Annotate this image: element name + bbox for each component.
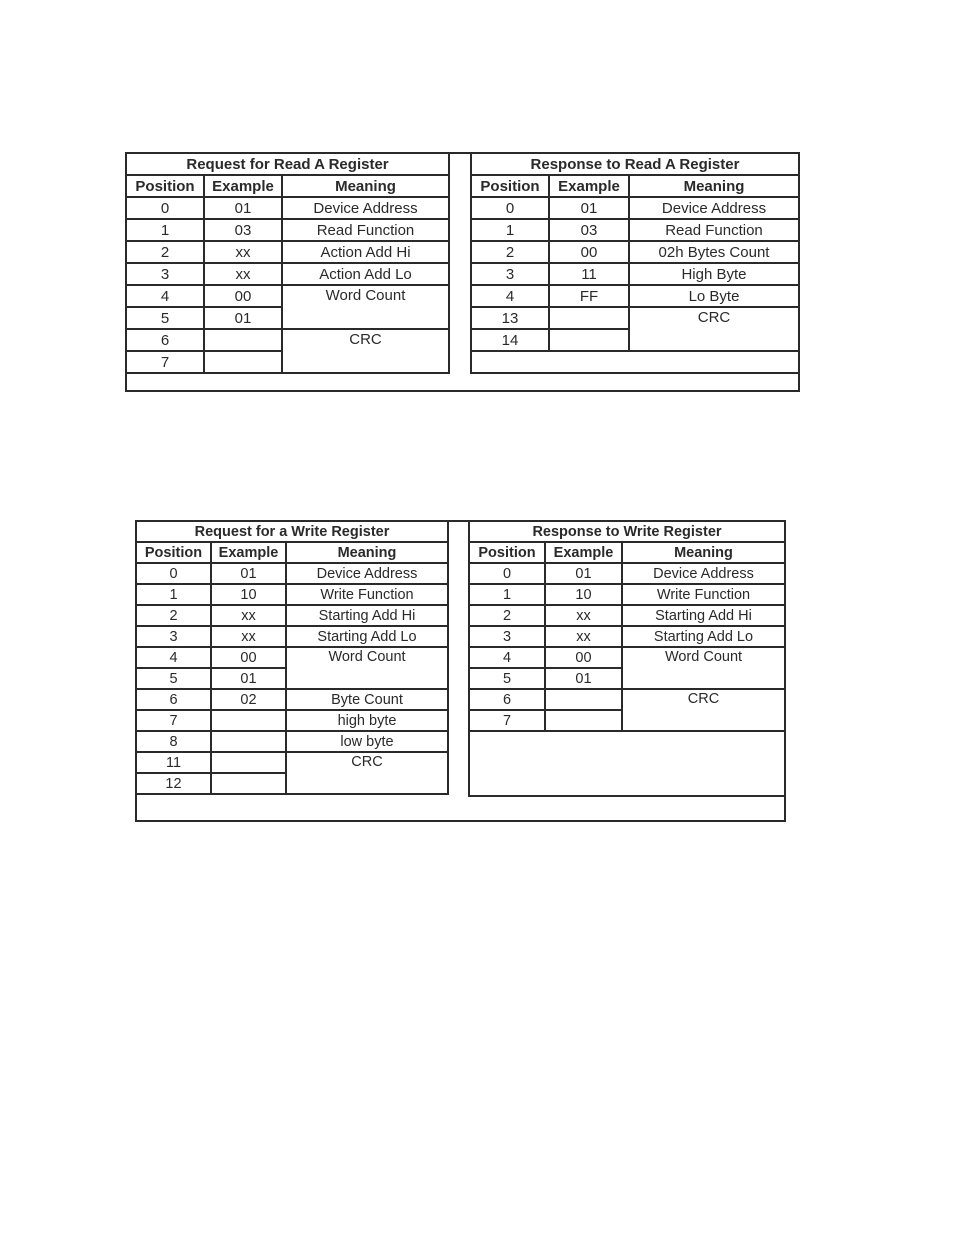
position-cell: 3 bbox=[469, 626, 545, 647]
column-header: Example bbox=[549, 175, 629, 197]
example-cell: 10 bbox=[545, 584, 622, 605]
meaning-cell: CRC bbox=[282, 329, 449, 373]
example-cell bbox=[549, 329, 629, 351]
meaning-cell: CRC bbox=[629, 307, 799, 351]
table-title: Request for Read A Register bbox=[126, 153, 449, 175]
column-header: Meaning bbox=[282, 175, 449, 197]
position-cell: 0 bbox=[471, 197, 549, 219]
table-row bbox=[469, 605, 785, 626]
table-row bbox=[136, 605, 448, 626]
example-cell: 00 bbox=[549, 241, 629, 263]
write-response-table bbox=[468, 520, 786, 797]
meaning-cell: high byte bbox=[286, 710, 448, 731]
position-cell: 6 bbox=[126, 329, 204, 351]
meaning-cell: Starting Add Lo bbox=[622, 626, 785, 647]
table-row bbox=[471, 285, 799, 307]
read-request-table bbox=[125, 152, 450, 374]
meaning-cell: Byte Count bbox=[286, 689, 448, 710]
example-cell: xx bbox=[211, 626, 286, 647]
column-header: Position bbox=[136, 542, 211, 563]
position-cell: 5 bbox=[126, 307, 204, 329]
meaning-cell: High Byte bbox=[629, 263, 799, 285]
example-cell bbox=[211, 710, 286, 731]
column-header: Meaning bbox=[286, 542, 448, 563]
example-cell: 01 bbox=[545, 563, 622, 584]
meaning-cell: Device Address bbox=[622, 563, 785, 584]
example-cell: 01 bbox=[211, 668, 286, 689]
table-row bbox=[126, 263, 449, 285]
meaning-cell: Word Count bbox=[282, 285, 449, 329]
meaning-cell: CRC bbox=[286, 752, 448, 794]
meaning-cell: 02h Bytes Count bbox=[629, 241, 799, 263]
position-cell: 2 bbox=[136, 605, 211, 626]
table-row bbox=[136, 584, 448, 605]
position-cell: 4 bbox=[136, 647, 211, 668]
example-cell: 03 bbox=[549, 219, 629, 241]
meaning-cell: CRC bbox=[622, 689, 785, 731]
table-row bbox=[469, 626, 785, 647]
meaning-cell: Lo Byte bbox=[629, 285, 799, 307]
table-row bbox=[136, 689, 448, 710]
position-cell: 2 bbox=[471, 241, 549, 263]
example-cell: 00 bbox=[545, 647, 622, 668]
position-cell: 5 bbox=[136, 668, 211, 689]
meaning-cell: Read Function bbox=[629, 219, 799, 241]
empty-row bbox=[469, 731, 785, 796]
position-cell: 2 bbox=[126, 241, 204, 263]
example-cell: 00 bbox=[211, 647, 286, 668]
example-cell bbox=[211, 773, 286, 794]
table-row bbox=[126, 219, 449, 241]
table-row bbox=[471, 263, 799, 285]
position-cell: 3 bbox=[471, 263, 549, 285]
table-row bbox=[136, 563, 448, 584]
example-cell: 01 bbox=[204, 307, 282, 329]
meaning-cell: Write Function bbox=[286, 584, 448, 605]
table-row bbox=[136, 647, 448, 668]
table-title: Response to Write Register bbox=[469, 521, 785, 542]
position-cell: 3 bbox=[136, 626, 211, 647]
table-row bbox=[471, 307, 799, 329]
table-row bbox=[471, 241, 799, 263]
meaning-cell: Action Add Lo bbox=[282, 263, 449, 285]
example-cell: xx bbox=[204, 263, 282, 285]
column-header: Meaning bbox=[622, 542, 785, 563]
example-cell: 10 bbox=[211, 584, 286, 605]
meaning-cell: Word Count bbox=[622, 647, 785, 689]
example-cell: 01 bbox=[211, 563, 286, 584]
position-cell: 6 bbox=[136, 689, 211, 710]
read-response-table bbox=[470, 152, 800, 374]
position-cell: 11 bbox=[136, 752, 211, 773]
example-cell bbox=[545, 689, 622, 710]
table-row bbox=[126, 197, 449, 219]
example-cell: FF bbox=[549, 285, 629, 307]
table-row bbox=[469, 584, 785, 605]
example-cell bbox=[545, 710, 622, 731]
table-row bbox=[471, 219, 799, 241]
position-cell: 5 bbox=[469, 668, 545, 689]
example-cell: 01 bbox=[549, 197, 629, 219]
table-row bbox=[471, 197, 799, 219]
position-cell: 13 bbox=[471, 307, 549, 329]
meaning-cell: Write Function bbox=[622, 584, 785, 605]
example-cell: 11 bbox=[549, 263, 629, 285]
position-cell: 1 bbox=[471, 219, 549, 241]
column-header: Position bbox=[469, 542, 545, 563]
meaning-cell: Device Address bbox=[629, 197, 799, 219]
example-cell: 02 bbox=[211, 689, 286, 710]
table-row bbox=[126, 329, 449, 351]
table-title: Request for a Write Register bbox=[136, 521, 448, 542]
position-cell: 7 bbox=[469, 710, 545, 731]
meaning-cell: low byte bbox=[286, 731, 448, 752]
example-cell: 01 bbox=[545, 668, 622, 689]
table-row bbox=[126, 285, 449, 307]
position-cell: 1 bbox=[469, 584, 545, 605]
example-cell bbox=[204, 351, 282, 373]
meaning-cell: Starting Add Hi bbox=[286, 605, 448, 626]
meaning-cell: Device Address bbox=[286, 563, 448, 584]
position-cell: 3 bbox=[126, 263, 204, 285]
position-cell: 7 bbox=[136, 710, 211, 731]
column-header: Example bbox=[545, 542, 622, 563]
table-row bbox=[136, 752, 448, 773]
table-row bbox=[136, 626, 448, 647]
table-title: Response to Read A Register bbox=[471, 153, 799, 175]
meaning-cell: Read Function bbox=[282, 219, 449, 241]
position-cell: 4 bbox=[126, 285, 204, 307]
empty-row bbox=[471, 351, 799, 373]
table-row bbox=[469, 563, 785, 584]
position-cell: 7 bbox=[126, 351, 204, 373]
position-cell: 1 bbox=[126, 219, 204, 241]
position-cell: 1 bbox=[136, 584, 211, 605]
column-header: Position bbox=[471, 175, 549, 197]
meaning-cell: Action Add Hi bbox=[282, 241, 449, 263]
example-cell: xx bbox=[545, 626, 622, 647]
meaning-cell: Word Count bbox=[286, 647, 448, 689]
example-cell bbox=[549, 307, 629, 329]
example-cell: xx bbox=[545, 605, 622, 626]
table-row bbox=[469, 689, 785, 710]
table-row bbox=[136, 710, 448, 731]
example-cell bbox=[204, 329, 282, 351]
table-row bbox=[136, 731, 448, 752]
position-cell: 8 bbox=[136, 731, 211, 752]
position-cell: 4 bbox=[471, 285, 549, 307]
position-cell: 12 bbox=[136, 773, 211, 794]
position-cell: 4 bbox=[469, 647, 545, 668]
position-cell: 0 bbox=[136, 563, 211, 584]
column-header: Position bbox=[126, 175, 204, 197]
example-cell: xx bbox=[204, 241, 282, 263]
example-cell: xx bbox=[211, 605, 286, 626]
position-cell: 2 bbox=[469, 605, 545, 626]
meaning-cell: Starting Add Lo bbox=[286, 626, 448, 647]
position-cell: 6 bbox=[469, 689, 545, 710]
example-cell: 03 bbox=[204, 219, 282, 241]
example-cell: 01 bbox=[204, 197, 282, 219]
position-cell: 0 bbox=[126, 197, 204, 219]
position-cell: 14 bbox=[471, 329, 549, 351]
example-cell: 00 bbox=[204, 285, 282, 307]
meaning-cell: Starting Add Hi bbox=[622, 605, 785, 626]
column-header: Example bbox=[211, 542, 286, 563]
meaning-cell: Device Address bbox=[282, 197, 449, 219]
table-row bbox=[469, 647, 785, 668]
column-header: Example bbox=[204, 175, 282, 197]
position-cell: 0 bbox=[469, 563, 545, 584]
write-request-table bbox=[135, 520, 449, 795]
example-cell bbox=[211, 731, 286, 752]
column-header: Meaning bbox=[629, 175, 799, 197]
table-row bbox=[126, 241, 449, 263]
example-cell bbox=[211, 752, 286, 773]
